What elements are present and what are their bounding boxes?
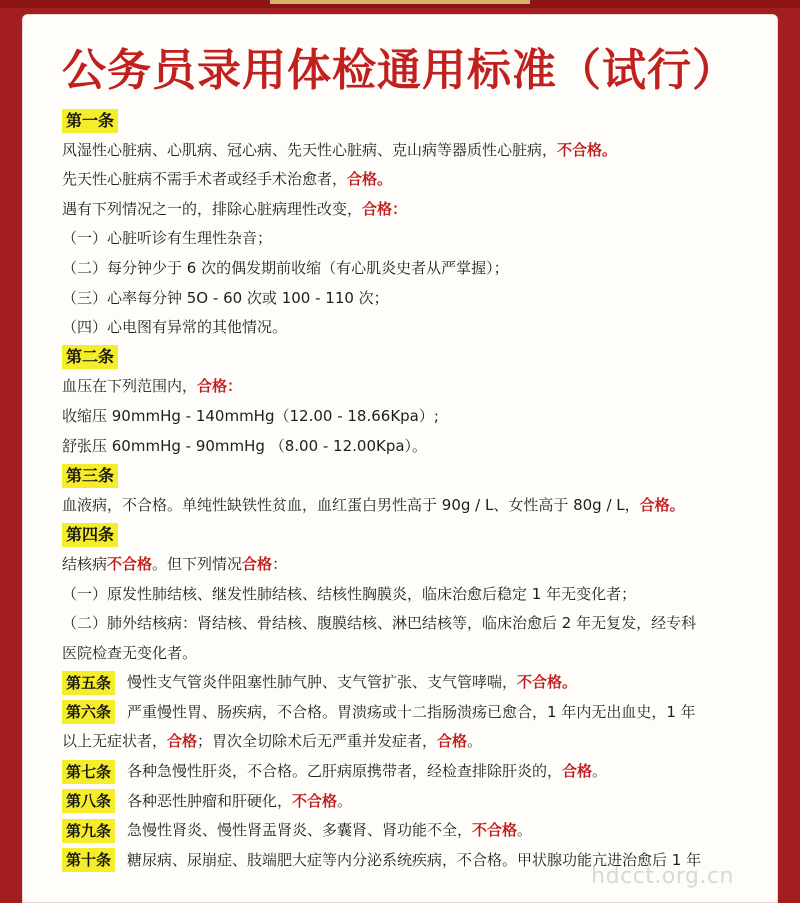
verdict-text: 不合格。 [517,673,578,692]
article-tag: 第二条 [62,345,118,369]
article-4-item-2-cont: 医院检查无变化者。 [62,643,198,662]
article-text: 严重慢性胃、肠疾病，不合格。胃溃疡或十二指肠溃疡已愈合，1 年内无出血史，1 年 [127,702,696,721]
article-3-heading [62,461,776,491]
article-6 [62,698,776,728]
article-2-line-2: 收缩压 90mmHg - 140mmHg（12.00 - 18.66Kpa）; [62,406,439,425]
article-1-line-1 [62,136,776,166]
verdict-text: 不合格。 [557,140,618,159]
article-text: 先天性心脏病不需手术者或经手术治愈者， [62,170,348,189]
verdict-text: 不合格 [292,791,338,810]
verdict-text: 合格： [362,199,408,218]
verdict-text: 合格 [562,762,593,781]
document-body [62,106,776,875]
article-text: 以上无症状者， [62,732,168,751]
article-1-line-2 [62,165,776,195]
page-title: 公务员录用体检通用标准（试行） [62,45,737,96]
article-tag: 第十条 [62,848,115,872]
article-tag: 第三条 [62,464,118,488]
article-text: 急慢性肾炎、慢性肾盂肾炎、多囊肾、肾功能不全， [127,821,473,840]
verdict-text: 合格 [242,554,273,573]
article-text: 。 [592,762,608,781]
article-text: 结核病 [62,554,108,573]
article-4-item-2: （二）肺外结核病：肾结核、骨结核、腹膜结核、淋巴结核等，临床治愈后 2 年无复发，经专科 [62,614,697,633]
article-text: 各种恶性肿瘤和肝硬化， [127,791,293,810]
article-text: 血压在下列范围内， [62,377,198,396]
article-text: 慢性支气管炎伴阻塞性肺气肿、支气管扩张、支气管哮喘， [127,673,518,692]
article-text: ： [272,554,288,573]
article-tag: 第六条 [62,700,115,724]
article-tag: 第一条 [62,109,118,133]
article-text: 糖尿病、尿崩症、肢端肥大症等内分泌系统疾病，不合格。甲状腺功能亢进治愈后 1 年 [127,850,702,869]
verdict-text: 合格： [197,377,243,396]
top-banner [0,0,800,8]
verdict-text: 合格 [167,732,198,751]
verdict-text: 不合格 [472,821,518,840]
article-5 [62,668,776,698]
article-tag: 第九条 [62,819,115,843]
verdict-text: 合格 [437,732,468,751]
article-text: 。 [467,732,483,751]
article-4-heading [62,520,776,550]
article-text: 血液病，不合格。单纯性缺铁性贫血，血红蛋白男性高于 90g / L、女性高于 80g / L， [62,495,640,514]
document-panel [22,14,778,903]
article-2-line-3: 舒张压 60mmHg - 90mmHg （8.00 - 12.00Kpa）。 [62,436,428,455]
article-3-line-1 [62,491,776,521]
article-4-line-1 [62,550,776,580]
article-text: 。 [517,821,533,840]
article-6-line-2 [62,727,776,757]
article-text: 风湿性心脏病、心肌病、冠心病、先天性心脏病、克山病等器质性心脏病， [62,140,558,159]
article-text: 。 [337,791,353,810]
article-text: 遇有下列情况之一的，排除心脏病理性改变， [62,199,363,218]
article-tag: 第七条 [62,760,115,784]
article-1-heading [62,106,776,136]
article-1-line-3 [62,195,776,225]
article-1-item-4: （四）心电图有异常的其他情况。 [62,318,288,337]
article-1-item-3: （三）心率每分钟 5O - 60 次或 100 - 110 次； [62,288,389,307]
article-tag: 第五条 [62,671,115,695]
article-text: 各种急慢性肝炎，不合格。乙肝病原携带者，经检查排除肝炎的， [127,762,563,781]
article-2-heading [62,343,776,373]
article-1-item-1: （一）心脏听诊有生理性杂音； [62,229,273,248]
article-7 [62,757,776,787]
article-8 [62,787,776,817]
verdict-text: 合格。 [639,495,685,514]
top-banner-accent [270,0,530,4]
article-tag: 第四条 [62,523,118,547]
article-4-item-1: （一）原发性肺结核、继发性肺结核、结核性胸膜炎，临床治愈后稳定 1 年无变化者； [62,584,637,603]
watermark: hdcct.org.cn [591,864,734,889]
article-text: ；胃次全切除术后无严重并发症者， [197,732,438,751]
article-tag: 第八条 [62,789,115,813]
article-2-line-1 [62,372,776,402]
verdict-text: 不合格 [107,554,153,573]
article-text: 。但下列情况 [152,554,243,573]
article-9 [62,816,776,846]
verdict-text: 合格。 [347,170,393,189]
article-1-item-2: （二）每分钟少于 6 次的偶发期前收缩（有心肌炎史者从严掌握）； [62,258,509,277]
